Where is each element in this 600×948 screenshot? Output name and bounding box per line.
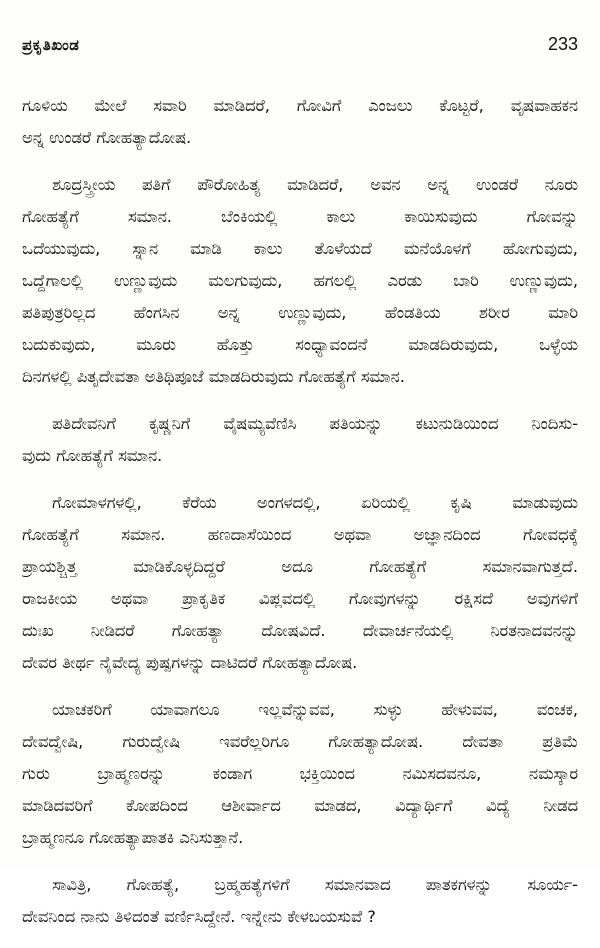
text-line: ಗೂಳಿಯ ಮೇಲೆ ಸವಾರಿ ಮಾಡಿದರೆ, ಗೋವಿಗೆ ಎಂಜಲು ಕೊಟ್ಟರೆ, ವೃಷವಾಹಕನ — [22, 96, 578, 115]
text-line: ದೇವರ ತೀರ್ಥ ನೈವೇದ್ಯ ಪುಷ್ಪಗಳನ್ನು ದಾಟಿದರೆ ಗೋಹತ್ಯಾದೋಷ. — [22, 653, 358, 672]
text-line: ಬ್ರಾಹ್ಮಣನೂ ಗೋಹತ್ಯಾಪಾತಕಿ ಎನಿಸುತ್ತಾನೆ. — [22, 828, 244, 847]
section-title: ಪ್ರಕೃತಿಖಂಡ — [22, 36, 80, 54]
paragraph-2 — [22, 169, 578, 393]
page-number: 233 — [547, 34, 578, 54]
text-line: ದೇವದ್ವೇಷಿ, ಗುರುದ್ವೇಷಿ ಇವರೆಲ್ಲರಿಗೂ ಗೋಹತ್ಯಾದೋಷ. ದೇವತಾ ಪ್ರತಿಮೆ — [22, 732, 578, 751]
paragraph-3 — [22, 408, 578, 472]
text-line: ಪತಿದೇವನಿಗೆ ಕೃಷ್ಣನಿಗೆ ವೈಷಮ್ಯವೆಣಿಸಿ ಪತಿಯನ್ನು ಕಟುನುಡಿಯಿಂದ ನಿಂದಿಸು- — [52, 414, 578, 433]
paragraph-4 — [22, 487, 578, 679]
text-line: ಯಾಚಕರಿಗೆ ಯಾವಾಗಲೂ ಇಲ್ಲವೆನ್ನುವವ, ಸುಳ್ಳು ಹೇಳುವವ, ವಂಚಕ, — [52, 700, 578, 719]
running-header — [22, 34, 578, 64]
text-line: ಶೂದ್ರಸ್ತ್ರೀಯ ಪತಿಗೆ ಪೌರೋಹಿತ್ಯ ಮಾಡಿದರೆ, ಅವನ ಅನ್ನ ಉಂಡರೆ ನೂರು — [52, 175, 578, 194]
text-line: ಅನ್ನ ಉಂಡರೆ ಗೋಹತ್ಯಾದೋಷ. — [22, 128, 192, 147]
paragraph-5 — [22, 694, 578, 854]
text-line: ಗೋಮಾಳಗಳಲ್ಲಿ, ಕೆರೆಯ ಅಂಗಳದಲ್ಲಿ, ಏರಿಯಲ್ಲಿ ಕೃಷಿ ಮಾಡುವುದು — [52, 493, 578, 512]
text-line: ಒದೆಯುವುದು, ಸ್ನಾನ ಮಾಡಿ ಕಾಲು ತೊಳೆಯದೆ ಮನೆಯೊಳಗೆ ಹೋಗುವುದು, — [22, 239, 578, 258]
text-line: ಒದ್ದೆಗಾಲಲ್ಲಿ ಉಣ್ಣುವುದು ಮಲಗುವುದು, ಹಗಲಲ್ಲಿ ಎರಡು ಬಾರಿ ಉಣ್ಣುವುದು, — [22, 271, 578, 290]
text-line: ಬದುಕುವುದು, ಮೂರು ಹೊತ್ತು ಸಂಧ್ಯಾವಂದನೆ ಮಾಡದಿರುವುದು, ಒಳ್ಳೆಯ — [22, 335, 578, 354]
text-line: ವುದು ಗೋಹತ್ಯೆಗೆ ಸಮಾನ. — [22, 446, 163, 465]
text-line: ದುಃಖ ನೀಡಿದರೆ ಗೋಹತ್ಯಾ ದೋಷವಿದೆ. ದೇವಾರ್ಚನೆಯಲ್ಲಿ ನಿರತನಾದವನನ್ನು — [22, 621, 578, 640]
text-line: ರಾಜಕೀಯ ಅಥವಾ ಪ್ರಾಕೃತಿಕ ವಿಪ್ಲವದಲ್ಲಿ ಗೋವುಗಳನ್ನು ರಕ್ಷಿಸದೆ ಅವುಗಳಿಗೆ — [22, 589, 578, 608]
paragraph-1 — [22, 90, 578, 154]
text-line: ಪತಿಪುತ್ರರಿಲ್ಲದ ಹೆಂಗಸಿನ ಅನ್ನ ಉಣ್ಣುವುದು, ಹೆಂಡತಿಯ ಶರೀರ ಮಾರಿ — [22, 303, 578, 322]
text-line: ಗೋಹತ್ಯೆಗೆ ಸಮಾನ. ಹಣದಾಸೆಯಿಂದ ಅಥವಾ ಅಜ್ಞಾನದಿಂದ ಗೋವಧಕ್ಕೆ — [22, 525, 578, 544]
text-line: ದಿನಗಳಲ್ಲಿ ಪಿತೃದೇವತಾ ಅತಿಥಿಪೂಜೆ ಮಾಡದಿರುವುದು ಗೋಹತ್ಯೆಗೆ ಸಮಾನ. — [22, 367, 405, 386]
body-text — [22, 90, 578, 948]
text-line: ದೇವನಿಂದ ನಾನು ತಿಳಿದಂತೆ ವರ್ಣಿಸಿದ್ದೇನೆ. ಇನ್ನೇನು ಕೇಳಬಯಸುವೆ ? — [22, 907, 376, 926]
text-line: ಮಾಡಿದವರಿಗೆ ಕೋಪದಿಂದ ಆಶೀರ್ವಾದ ಮಾಡದ, ವಿದ್ಯಾರ್ಥಿಗೆ ವಿದ್ಯೆ ನೀಡದ — [22, 796, 578, 815]
text-line: ಗುರು ಬ್ರಾಹ್ಮಣರನ್ನು ಕಂಡಾಗ ಭಕ್ತಿಯಿಂದ ನಮಿಸದವನೂ, ನಮಸ್ಕಾರ — [22, 764, 578, 783]
paragraph-6 — [22, 869, 578, 933]
text-line: ಗೋಹತ್ಯೆಗೆ ಸಮಾನ. ಬೆಂಕಿಯಲ್ಲಿ ಕಾಲು ಕಾಯಿಸುವುದು ಗೋವನ್ನು — [22, 207, 578, 226]
text-line: ಸಾವಿತ್ರಿ, ಗೋಹತ್ಯೆ, ಬ್ರಹ್ಮಹತ್ಯೆಗಳಿಗೆ ಸಮಾನವಾದ ಪಾತಕಗಳನ್ನು ಸೂರ್ಯ- — [52, 875, 578, 894]
text-line: ಪ್ರಾಯಶ್ಚಿತ್ತ ಮಾಡಿಕೊಳ್ಳದಿದ್ದರೆ ಅದೂ ಗೋಹತ್ಯೆಗೆ ಸಮಾನವಾಗುತ್ತದೆ. — [22, 557, 578, 576]
